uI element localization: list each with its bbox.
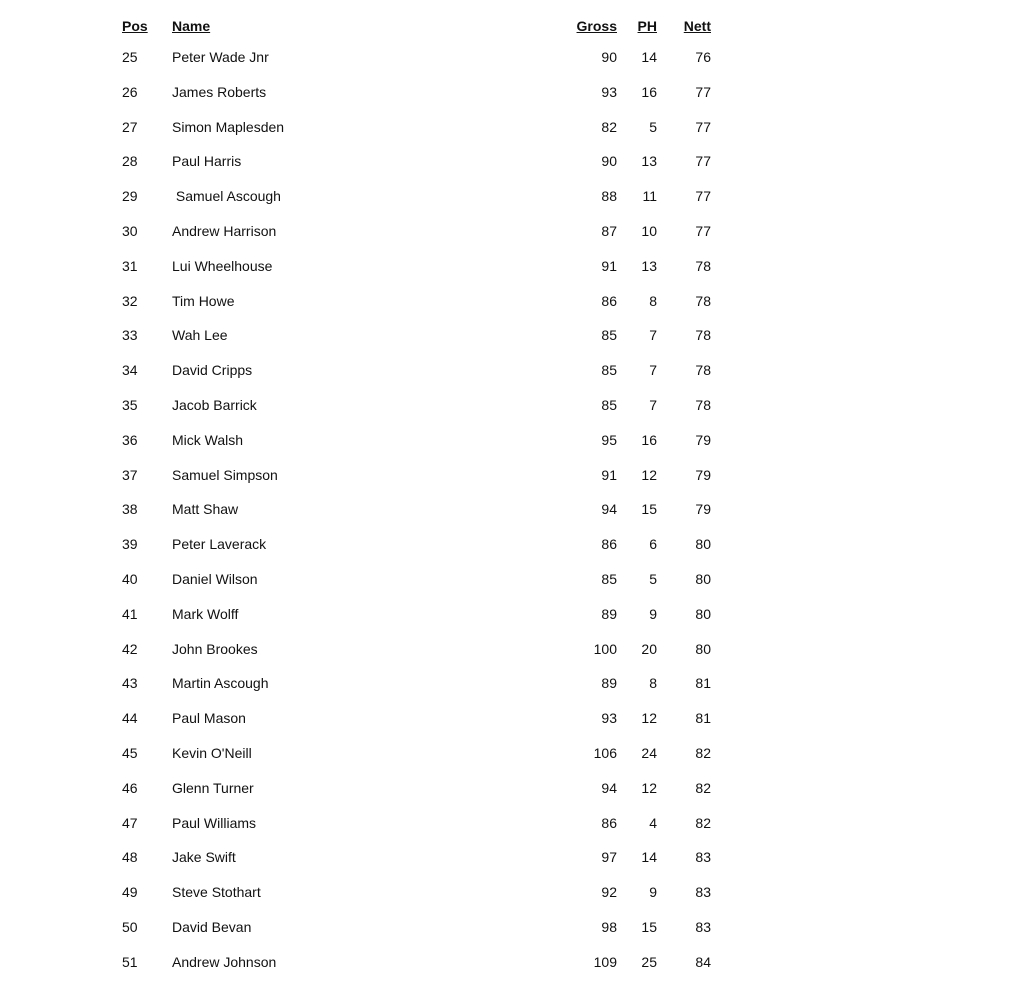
table-row [0, 465, 1024, 485]
table-row [0, 534, 1024, 554]
row-name: Paul Williams [172, 814, 257, 831]
row-gross: 91 [601, 466, 617, 483]
row-pos: 50 [122, 919, 138, 935]
row-gross: 98 [601, 919, 617, 935]
row-nett: 77 [695, 118, 711, 135]
row-ph: 16 [641, 83, 657, 100]
row-ph: 20 [641, 640, 657, 657]
row-ph: 7 [649, 327, 657, 344]
row-ph: 7 [649, 397, 657, 413]
row-ph: 12 [641, 466, 657, 483]
row-ph: 25 [641, 953, 657, 970]
table-row [0, 604, 1024, 624]
row-pos: 45 [122, 745, 138, 761]
row-nett: 82 [695, 814, 711, 831]
row-name: Simon Maplesden [172, 118, 285, 135]
table-row [0, 882, 1024, 902]
row-pos: 28 [122, 153, 138, 170]
table-row [0, 778, 1024, 798]
row-nett: 77 [695, 153, 711, 170]
row-ph: 14 [641, 49, 657, 65]
row-name: David Cripps [172, 362, 253, 379]
row-nett: 80 [695, 640, 711, 657]
table-row [0, 256, 1024, 276]
row-gross: 86 [601, 536, 617, 553]
row-name: Tim Howe [172, 292, 235, 309]
row-name: Mick Walsh [172, 431, 244, 448]
row-nett: 80 [695, 605, 711, 622]
row-name: Samuel Simpson [172, 466, 278, 483]
table-row [0, 639, 1024, 659]
table-row [0, 499, 1024, 519]
row-name: Mark Wolff [172, 605, 239, 622]
row-pos: 42 [122, 640, 138, 657]
row-gross: 93 [601, 83, 617, 100]
row-name: John Brookes [172, 640, 258, 657]
row-ph: 4 [649, 814, 657, 831]
table-row [0, 569, 1024, 589]
row-nett: 77 [695, 188, 711, 205]
row-ph: 13 [641, 153, 657, 170]
row-gross: 87 [601, 223, 617, 239]
row-pos: 43 [122, 675, 138, 692]
row-pos: 27 [122, 118, 138, 135]
row-name: Matt Shaw [172, 501, 239, 518]
row-pos: 49 [122, 884, 138, 901]
row-nett: 83 [695, 884, 711, 901]
row-name: Jake Swift [172, 849, 236, 866]
row-nett: 84 [695, 953, 711, 970]
row-ph: 13 [641, 257, 657, 274]
row-name: Andrew Harrison [172, 223, 277, 239]
pos-header: Pos [122, 18, 148, 34]
row-gross: 94 [601, 779, 617, 796]
row-gross: 93 [601, 710, 617, 727]
row-gross: 85 [601, 571, 617, 587]
row-gross: 89 [601, 675, 617, 692]
row-pos: 34 [122, 362, 138, 379]
row-gross: 85 [601, 397, 617, 413]
row-ph: 10 [641, 223, 657, 239]
table-row [0, 395, 1024, 415]
row-pos: 47 [122, 814, 138, 831]
table-row [0, 82, 1024, 102]
row-nett: 76 [695, 49, 711, 65]
row-pos: 51 [122, 953, 138, 970]
row-ph: 12 [641, 779, 657, 796]
row-name: Peter Wade Jnr [172, 49, 269, 65]
row-ph: 24 [641, 745, 657, 761]
table-row [0, 117, 1024, 137]
row-name: Martin Ascough [172, 675, 269, 692]
row-pos: 36 [122, 431, 138, 448]
row-nett: 77 [695, 223, 711, 239]
row-ph: 6 [649, 536, 657, 553]
row-pos: 35 [122, 397, 138, 413]
table-row [0, 917, 1024, 937]
row-nett: 78 [695, 362, 711, 379]
row-ph: 15 [641, 501, 657, 518]
row-gross: 92 [601, 884, 617, 901]
row-ph: 11 [642, 188, 657, 205]
row-gross: 85 [601, 327, 617, 344]
row-name: Kevin O'Neill [172, 745, 252, 761]
row-gross: 90 [601, 49, 617, 65]
row-ph: 8 [649, 675, 657, 692]
nett-header: Nett [683, 18, 711, 34]
row-nett: 82 [695, 745, 711, 761]
row-nett: 82 [695, 779, 711, 796]
row-name: Daniel Wilson [172, 571, 258, 587]
table-row [0, 847, 1024, 867]
table-header [0, 16, 1024, 36]
row-pos: 48 [122, 849, 138, 866]
row-name: Samuel Ascough [172, 188, 281, 205]
table-row [0, 291, 1024, 311]
row-nett: 81 [695, 710, 711, 727]
row-gross: 88 [601, 188, 617, 205]
row-pos: 33 [122, 327, 138, 344]
row-pos: 37 [122, 466, 138, 483]
row-gross: 100 [593, 640, 617, 657]
row-nett: 80 [695, 536, 711, 553]
row-name: Jacob Barrick [172, 397, 257, 413]
row-gross: 82 [601, 118, 617, 135]
row-ph: 8 [649, 292, 657, 309]
row-ph: 14 [641, 849, 657, 866]
row-name: Steve Stothart [172, 884, 261, 901]
row-gross: 91 [601, 257, 617, 274]
table-row [0, 325, 1024, 345]
row-pos: 40 [122, 571, 138, 587]
row-name: Paul Mason [172, 710, 246, 727]
row-nett: 79 [695, 501, 711, 518]
name-header: Name [172, 18, 211, 34]
row-pos: 44 [122, 710, 138, 727]
row-gross: 106 [593, 745, 617, 761]
row-nett: 79 [695, 431, 711, 448]
row-nett: 80 [695, 571, 711, 587]
row-pos: 38 [122, 501, 138, 518]
row-ph: 9 [649, 884, 657, 901]
row-nett: 81 [695, 675, 711, 692]
row-gross: 86 [601, 292, 617, 309]
ph-header: PH [637, 18, 657, 34]
table-row [0, 151, 1024, 171]
row-nett: 83 [695, 919, 711, 935]
row-pos: 25 [122, 49, 138, 65]
row-pos: 30 [122, 223, 138, 239]
row-name: Paul Harris [172, 153, 242, 170]
row-name: David Bevan [172, 919, 252, 935]
row-ph: 15 [641, 919, 657, 935]
row-pos: 46 [122, 779, 138, 796]
row-name: Andrew Johnson [172, 953, 277, 970]
row-ph: 5 [649, 571, 657, 587]
table-row [0, 221, 1024, 241]
row-ph: 16 [641, 431, 657, 448]
row-nett: 78 [695, 292, 711, 309]
row-name: James Roberts [172, 83, 267, 100]
row-ph: 7 [649, 362, 657, 379]
row-nett: 77 [695, 83, 711, 100]
row-name: Wah Lee [172, 327, 228, 344]
row-nett: 78 [695, 257, 711, 274]
row-name: Peter Laverack [172, 536, 267, 553]
row-name: Glenn Turner [172, 779, 254, 796]
table-row [0, 186, 1024, 206]
row-gross: 109 [593, 953, 617, 970]
row-gross: 89 [601, 605, 617, 622]
row-pos: 26 [122, 83, 138, 100]
row-gross: 97 [601, 849, 617, 866]
row-pos: 41 [122, 605, 138, 622]
row-pos: 29 [122, 188, 138, 205]
row-ph: 5 [649, 118, 657, 135]
row-nett: 78 [695, 327, 711, 344]
row-nett: 83 [695, 849, 711, 866]
table-row [0, 952, 1024, 972]
table-row [0, 47, 1024, 67]
row-nett: 78 [695, 397, 711, 413]
row-name: Lui Wheelhouse [172, 257, 273, 274]
row-gross: 85 [601, 362, 617, 379]
row-gross: 86 [601, 814, 617, 831]
row-gross: 94 [601, 501, 617, 518]
row-gross: 95 [601, 431, 617, 448]
row-gross: 90 [601, 153, 617, 170]
row-ph: 9 [649, 605, 657, 622]
table-row [0, 673, 1024, 693]
row-pos: 39 [122, 536, 138, 553]
table-row [0, 360, 1024, 380]
table-row [0, 743, 1024, 763]
row-nett: 79 [695, 466, 711, 483]
gross-header: Gross [576, 18, 617, 34]
row-ph: 12 [641, 710, 657, 727]
table-row [0, 430, 1024, 450]
row-pos: 31 [122, 257, 138, 274]
row-pos: 32 [122, 292, 138, 309]
table-row [0, 708, 1024, 728]
table-row [0, 813, 1024, 833]
